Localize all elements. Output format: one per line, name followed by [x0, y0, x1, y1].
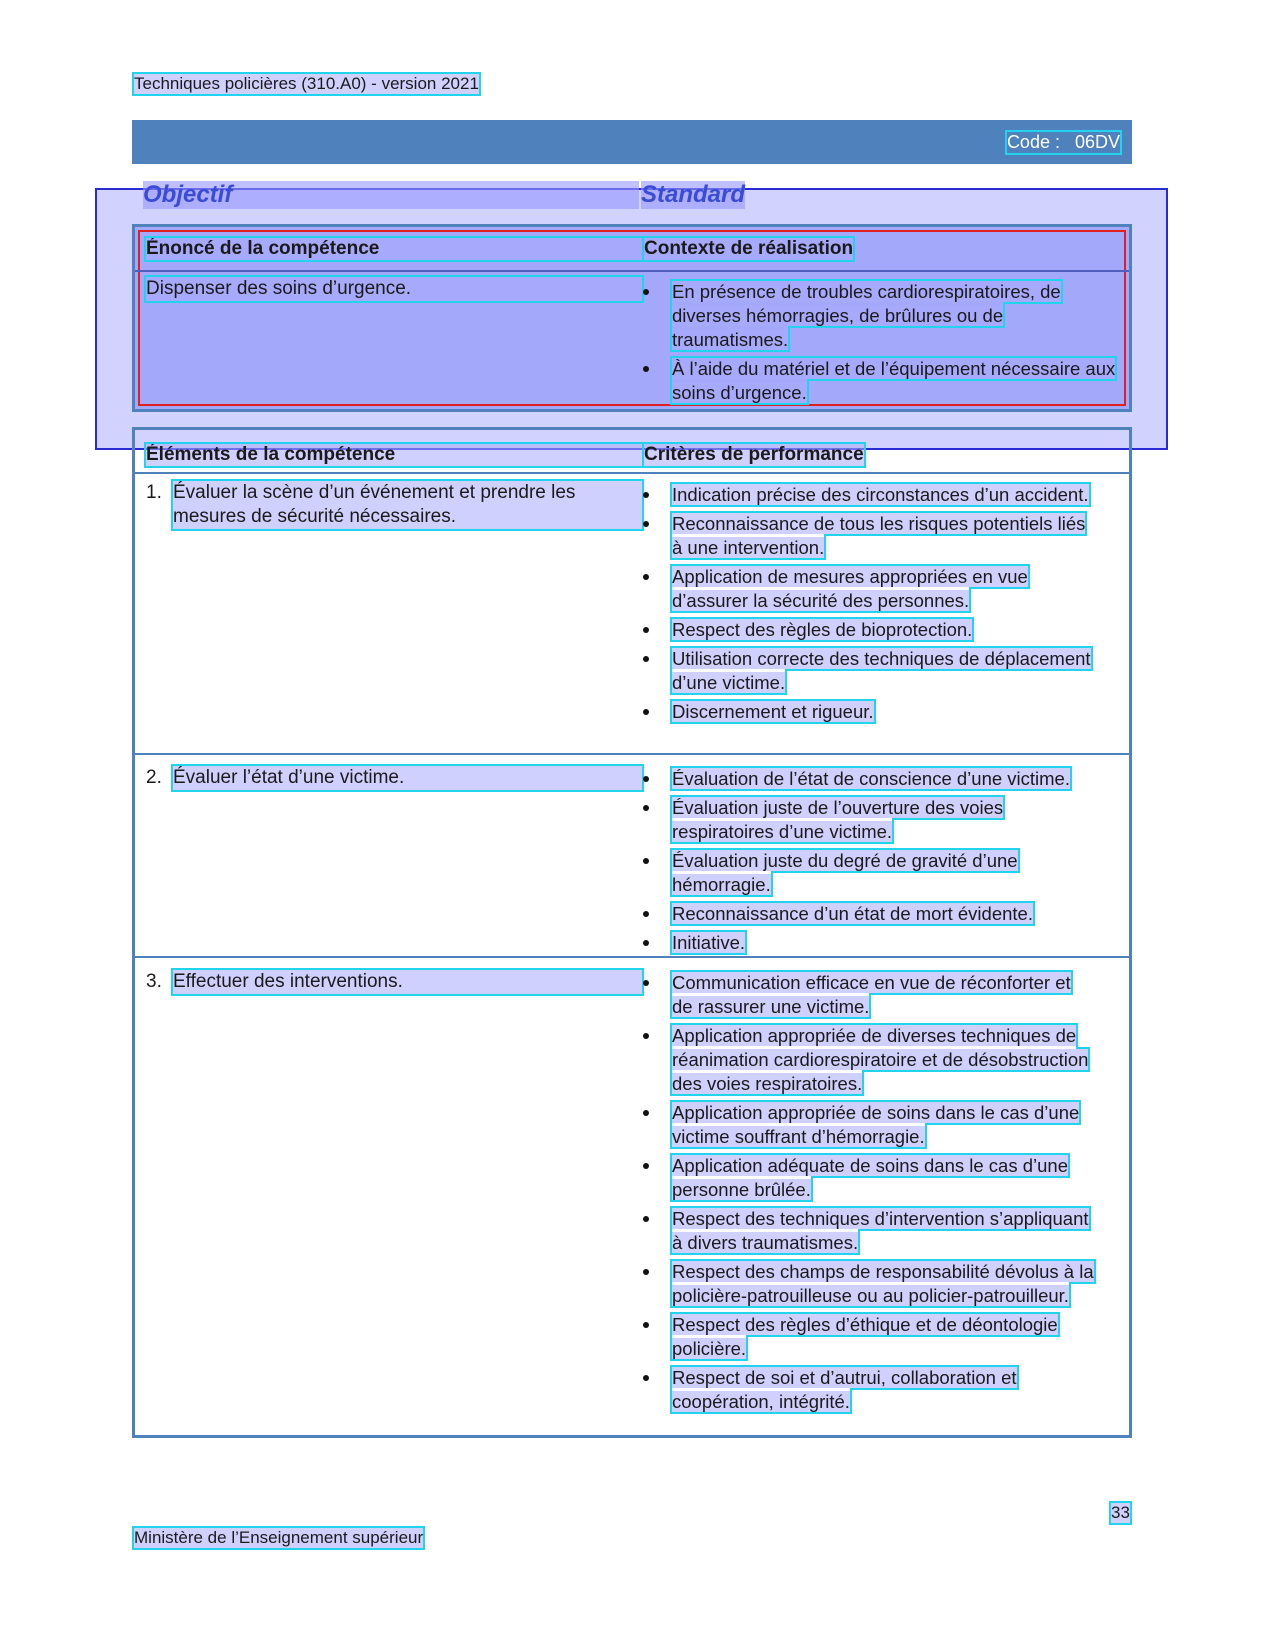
list-item: Respect des règles de bioprotection. [640, 618, 1095, 642]
criteria-list [640, 971, 1095, 1414]
list-item: Évaluation juste du degré de gravité d’une hémorragie. [640, 849, 1095, 897]
competence-statement: Dispenser des soins d’urgence. [146, 277, 642, 301]
list-item: Initiative. [640, 931, 1095, 955]
element-number: 1. [146, 482, 162, 503]
bullet-icon [643, 1375, 649, 1381]
list-item: Respect des champs de responsabilité dévolus à la policière-patrouilleuse ou au policier-patrouilleur. [640, 1260, 1095, 1308]
list-item: Évaluation juste de l’ouverture des voies respiratoires d’une victime. [640, 796, 1095, 844]
section-title-standard: Standard [641, 181, 746, 208]
table-divider [135, 472, 1129, 474]
bullet-icon [643, 627, 649, 633]
bullet-icon [643, 709, 649, 715]
statement-header: Énoncé de la compétence [146, 238, 642, 260]
list-item: Application appropriée de diverses techniques de réanimation cardiorespiratoire et de désobstruction des voies respiratoires. [640, 1024, 1095, 1096]
bullet-icon [643, 1033, 649, 1039]
bullet-icon [643, 776, 649, 782]
bullet-icon [643, 1322, 649, 1328]
competence-table [132, 224, 1132, 412]
bullet-icon [643, 574, 649, 580]
bullet-icon [643, 858, 649, 864]
row-divider [135, 753, 1129, 755]
elements-header: Éléments de la compétence [146, 444, 642, 466]
element-text: Évaluer la scène d’un événement et prendre les mesures de sécurité nécessaires. [173, 481, 642, 529]
criteria-header: Critères de performance [644, 444, 864, 465]
list-item: Reconnaissance d’un état de mort évidente. [640, 902, 1095, 926]
list-item: Utilisation correcte des techniques de déplacement d’une victime. [640, 647, 1095, 695]
list-item: Application de mesures appropriées en vue d’assurer la sécurité des personnes. [640, 565, 1095, 613]
page-number: 33 [1111, 1503, 1130, 1522]
element-number: 3. [146, 971, 162, 992]
list-item: Indication précise des circonstances d’un accident. [640, 483, 1095, 507]
bullet-icon [643, 940, 649, 946]
element-text: Évaluer l’état d’une victime. [173, 766, 642, 790]
list-item: Application appropriée de soins dans le cas d’une victime souffrant d’hémorragie. [640, 1101, 1095, 1149]
table-divider [135, 270, 1129, 272]
context-header: Contexte de réalisation [644, 238, 854, 259]
list-item: Communication efficace en vue de réconforter et de rassurer une victime. [640, 971, 1095, 1019]
bullet-icon [643, 1216, 649, 1222]
list-item: Respect des techniques d’intervention s’appliquant à divers traumatismes. [640, 1207, 1095, 1255]
list-item: Reconnaissance de tous les risques potentiels liés à une intervention. [640, 512, 1095, 560]
bullet-icon [643, 366, 649, 372]
element-number: 2. [146, 767, 162, 788]
row-divider [135, 956, 1129, 958]
criteria-list [640, 483, 1095, 724]
criteria-list [640, 767, 1095, 955]
list-item: Discernement et rigueur. [640, 700, 1095, 724]
bullet-icon [643, 289, 649, 295]
elements-table [132, 427, 1132, 1438]
section-title-objectif: Objectif [143, 181, 639, 209]
list-item: En présence de troubles cardiorespiratoires, de diverses hémorragies, de brûlures ou de traumatismes. [640, 280, 1120, 352]
bullet-icon [643, 911, 649, 917]
bullet-icon [643, 980, 649, 986]
bullet-icon [643, 1269, 649, 1275]
list-item: Application adéquate de soins dans le cas d’une personne brûlée. [640, 1154, 1095, 1202]
bullet-icon [643, 1163, 649, 1169]
list-item: Évaluation de l’état de conscience d’une victime. [640, 767, 1095, 791]
bullet-icon [643, 1110, 649, 1116]
list-item: Respect des règles d’éthique et de déontologie policière. [640, 1313, 1095, 1361]
bullet-icon [643, 492, 649, 498]
element-text: Effectuer des interventions. [173, 970, 642, 994]
footer-ministry: Ministère de l’Enseignement supérieur [134, 1528, 424, 1547]
code-bar [132, 120, 1132, 164]
bullet-icon [643, 656, 649, 662]
running-header: Techniques policières (310.A0) - version 2021 [134, 74, 479, 93]
list-item: Respect de soi et d’autrui, collaboration et coopération, intégrité. [640, 1366, 1095, 1414]
bullet-icon [643, 805, 649, 811]
context-list [640, 280, 1120, 405]
bullet-icon [643, 521, 649, 527]
code-label: Code : 06DV [1006, 132, 1120, 152]
list-item: À l’aide du matériel et de l’équipement nécessaire aux soins d’urgence. [640, 357, 1120, 405]
